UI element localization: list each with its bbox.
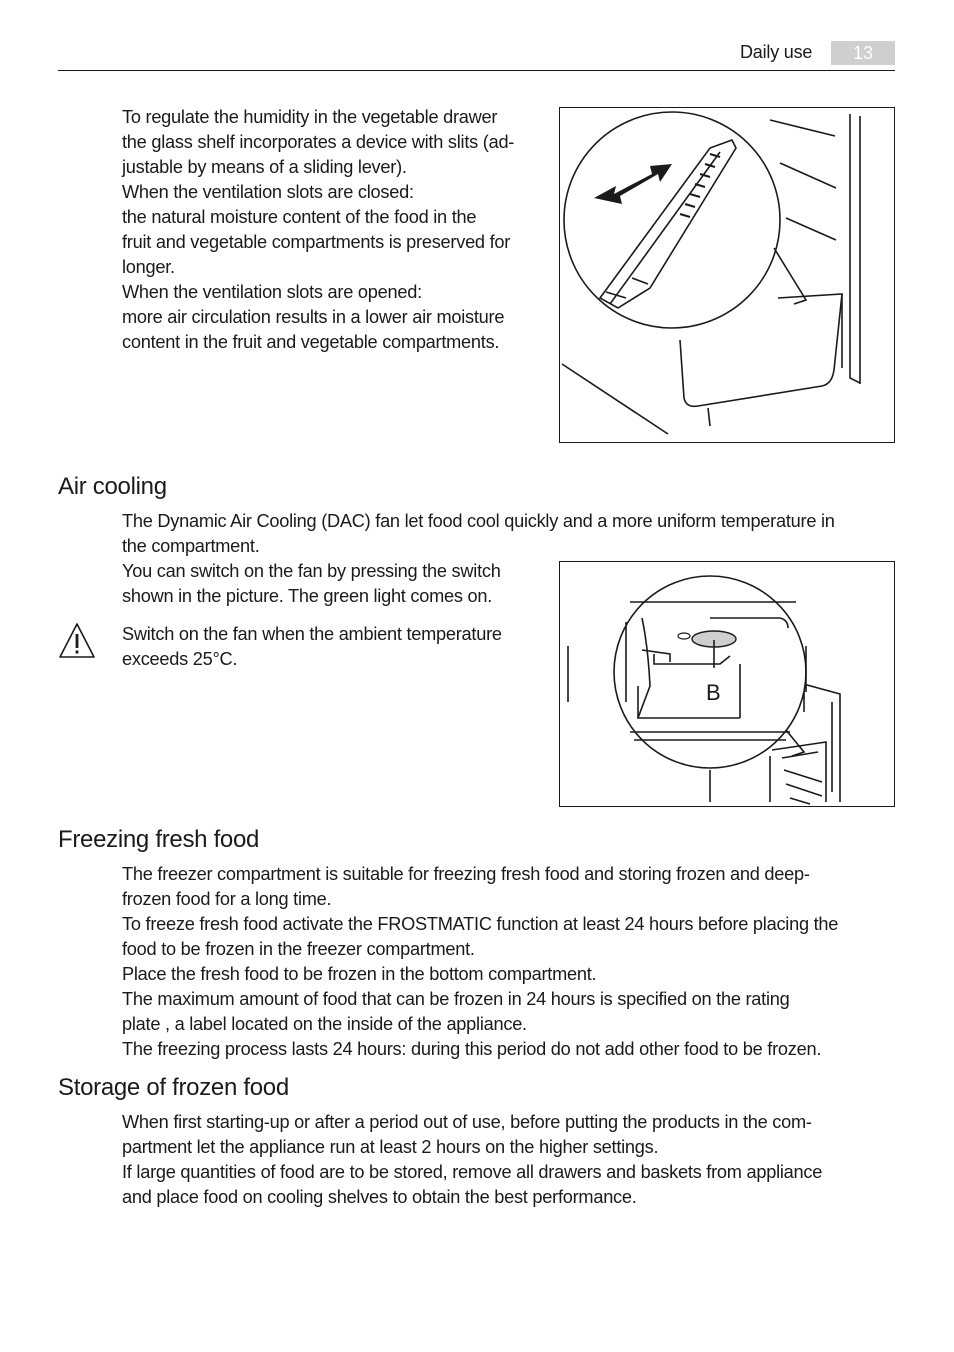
- figure-label-b: B: [706, 680, 721, 705]
- text-line: Switch on the fan when the ambient temperature: [122, 624, 502, 644]
- text-line: When first starting-up or after a period out of use, before putting the products in the com-: [122, 1112, 812, 1132]
- text-line: the natural moisture content of the food in the: [122, 207, 477, 227]
- text-line: the compartment.: [122, 536, 260, 556]
- text-line: the glass shelf incorporates a device with slits (ad-: [122, 132, 515, 152]
- text-line: plate , a label located on the inside of the appliance.: [122, 1014, 527, 1034]
- section-heading-storage: Storage of frozen food: [58, 1074, 289, 1101]
- text-line: To freeze fresh food activate the FROSTMATIC function at least 24 hours before placing the: [122, 914, 839, 934]
- text-line: When the ventilation slots are closed:: [122, 182, 414, 202]
- header-divider: [58, 70, 895, 71]
- text-line: If large quantities of food are to be stored, remove all drawers and baskets from appliance: [122, 1162, 823, 1182]
- text-line: and place food on cooling shelves to obtain the best performance.: [122, 1187, 637, 1207]
- text-line: content in the fruit and vegetable compartments.: [122, 332, 500, 352]
- header-section-title: Daily use: [740, 42, 813, 62]
- text-line: The Dynamic Air Cooling (DAC) fan let food cool quickly and a more uniform temperature in: [122, 511, 835, 531]
- text-line: justable by means of a sliding lever).: [122, 157, 407, 177]
- text-line: food to be frozen in the freezer compartment.: [122, 939, 475, 959]
- text-line: more air circulation results in a lower air moisture: [122, 307, 505, 327]
- fan-switch-illustration: [559, 561, 895, 807]
- text-line: frozen food for a long time.: [122, 889, 332, 909]
- warning-icon: [58, 622, 96, 665]
- text-line: The freezing process lasts 24 hours: during this period do not add other food to be frozen.: [122, 1039, 822, 1059]
- text-line: You can switch on the fan by pressing the switch: [122, 561, 501, 581]
- text-line: exceeds 25°C.: [122, 649, 238, 669]
- text-line: To regulate the humidity in the vegetable drawer: [122, 107, 498, 127]
- fan-switch-drawing: [560, 562, 894, 806]
- text-line: shown in the picture. The green light comes on.: [122, 586, 493, 606]
- text-line: When the ventilation slots are opened:: [122, 282, 422, 302]
- text-line: Place the fresh food to be frozen in the bottom compartment.: [122, 964, 597, 984]
- text-line: The maximum amount of food that can be frozen in 24 hours is specified on the rating: [122, 989, 790, 1009]
- section-heading-air-cooling: Air cooling: [58, 473, 167, 500]
- page-number: 13: [831, 41, 895, 65]
- vegetable-drawer-drawing: [560, 108, 894, 442]
- section-heading-freezing: Freezing fresh food: [58, 826, 260, 853]
- air-cooling-warning-text: [122, 622, 502, 672]
- freezing-paragraph: [122, 862, 838, 1062]
- text-line: partment let the appliance run at least 2 hours on the higher settings.: [122, 1137, 659, 1157]
- humidity-slider-illustration: [559, 107, 895, 443]
- humidity-paragraph: [122, 105, 514, 355]
- text-line: fruit and vegetable compartments is preserved for: [122, 232, 511, 252]
- text-line: longer.: [122, 257, 175, 277]
- text-line: The freezer compartment is suitable for freezing fresh food and storing frozen and deep-: [122, 864, 810, 884]
- storage-paragraph: [122, 1110, 822, 1210]
